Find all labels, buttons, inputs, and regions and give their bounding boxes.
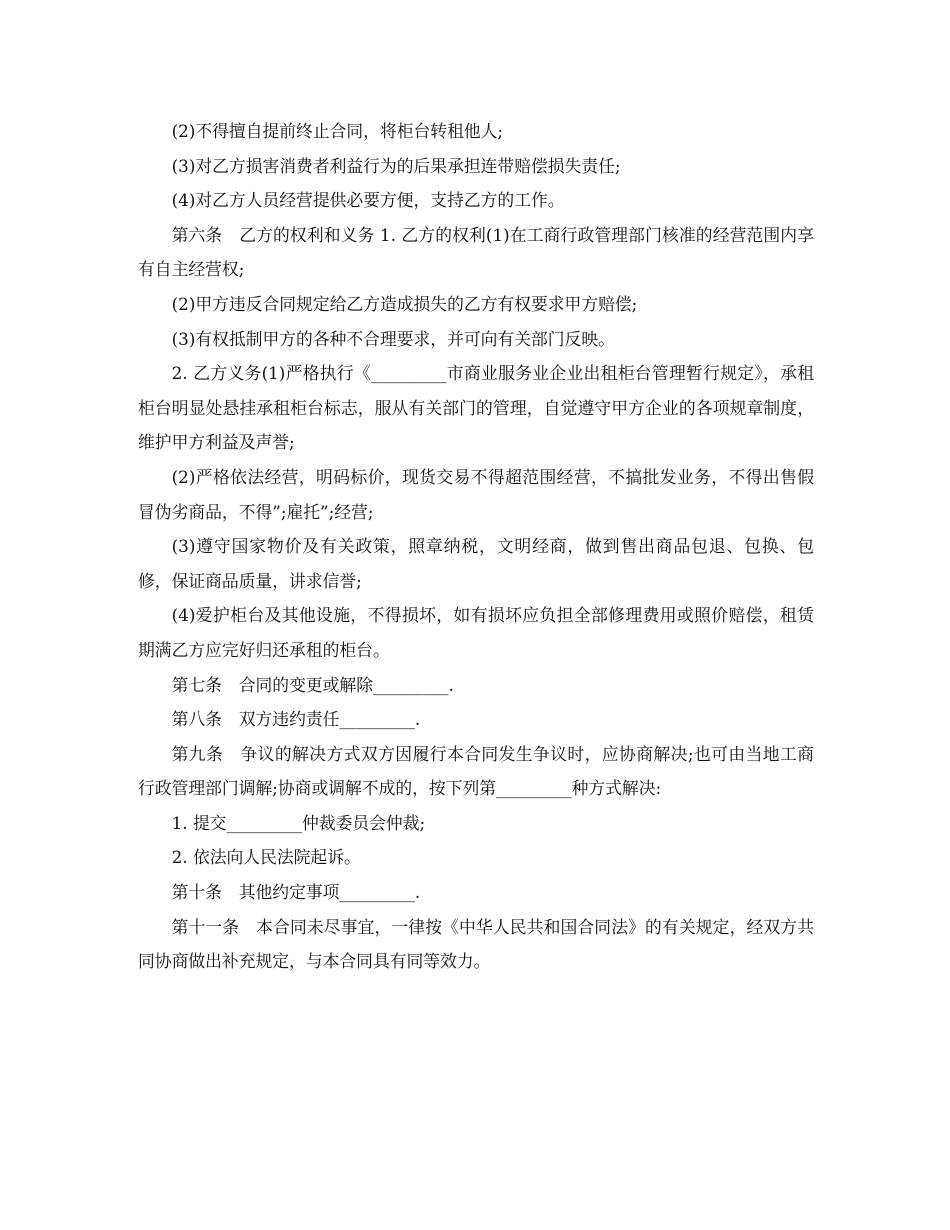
paragraph-1: (2)不得擅自提前终止合同，将柜台转租他人; [171,121,504,141]
paragraph-2: (3)对乙方损害消费者利益行为的后果承担连带赔偿损失责任; [171,155,621,176]
paragraph-article-10: 第十条 其他约定事项_________. [171,882,421,903]
paragraph-article-8: 第八条 双方违约责任_________. [171,709,421,730]
paragraph-article-7: 第七条 合同的变更或解除_________. [171,674,454,695]
paragraph-5: (2)甲方违反合同规定给乙方造成损失的乙方有权要求甲方赔偿; [171,293,638,314]
paragraph-14: 1. 提交_________仲裁委员会仲裁; [171,812,426,833]
paragraph-obligations: 2. 乙方义务(1)严格执行《_________市商业服务业企业出租柜台管理暂行规定》，承租柜台明显处悬挂承租柜台标志，服从有关部门的管理，自觉遵守甲方企业的各项规章制度，维护甲方利益及声誉; [138,363,814,453]
paragraph-10: (4)爱护柜台及其他设施，不得损坏，如有损坏应负担全部修理费用或照价赔偿，租赁期满乙方应完好归还承租的柜台。 [138,605,814,660]
paragraph-article-9: 第九条 争议的解决方式双方因履行本合同发生争议时，应协商解决;也可由当地工商行政管理部门调解;协商或调解不成的，按下列第_________种方式解决: [138,743,814,799]
paragraph-article-6: 第六条 乙方的权利和义务 1. 乙方的权利(1)在工商行政管理部门核准的经营范围内享有自主经营权; [138,224,814,280]
document-body [138,114,814,979]
paragraph-6: (3)有权抵制甲方的各种不合理要求，并可向有关部门反映。 [171,328,615,349]
paragraph-15: 2. 依法向人民法院起诉。 [171,847,361,868]
paragraph-9: (3)遵守国家物价及有关政策，照章纳税，文明经商，做到售出商品包退、包换、包修，保证商品质量，讲求信誉; [138,536,814,591]
paragraph-8: (2)严格依法经营，明码标价，现货交易不得超范围经营，不搞批发业务，不得出售假冒伪劣商品，不得”;雇托”;经营; [138,466,814,522]
paragraph-3: (4)对乙方人员经营提供必要方便，支持乙方的工作。 [171,190,565,211]
paragraph-article-11: 第十一条 本合同未尽事宜，一律按《中华人民共和国合同法》的有关规定，经双方共同协商做出补充规定，与本合同具有同等效力。 [138,916,814,972]
